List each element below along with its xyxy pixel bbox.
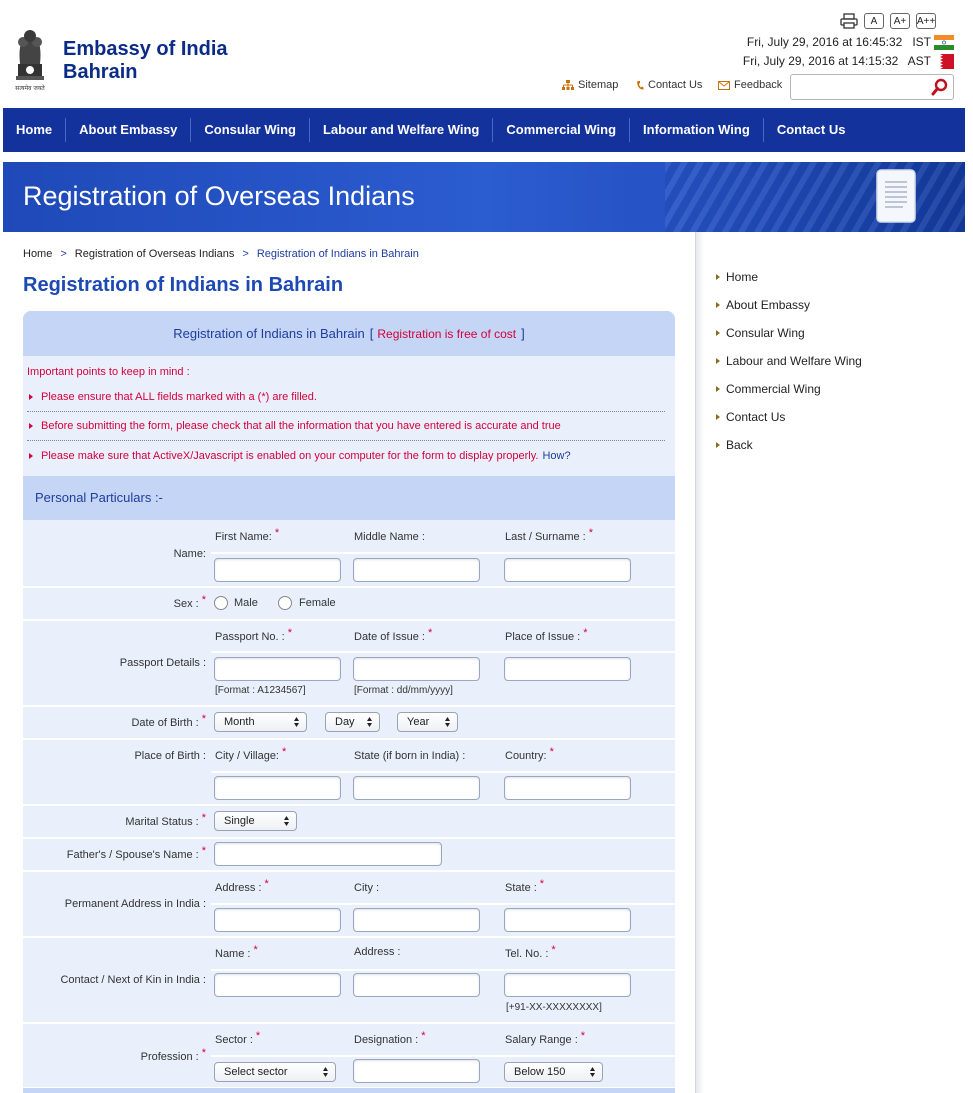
sidebar-item-label: Contact Us <box>726 410 786 424</box>
kin-name-label <box>215 944 258 960</box>
sitemap-label: Sitemap <box>578 79 619 91</box>
arrow-right-icon <box>716 274 720 280</box>
dob-label-text: Date of Birth : <box>131 717 199 729</box>
timezone-ast: AST <box>907 54 931 68</box>
required-star: * <box>282 746 287 758</box>
salary-range-select[interactable] <box>504 1062 603 1082</box>
arrow-right-icon <box>716 330 720 336</box>
date-format-hint: [Format : dd/mm/yyyy] <box>354 685 453 696</box>
note-item <box>27 412 665 441</box>
arrow-right-icon <box>716 358 720 364</box>
row-divider <box>211 651 675 653</box>
how-link[interactable]: How? <box>542 449 571 462</box>
first-name-label <box>215 527 280 543</box>
font-normal-button[interactable]: A <box>864 13 884 29</box>
passport-no-input[interactable] <box>214 657 341 681</box>
row-sex <box>23 588 675 621</box>
registration-form <box>23 311 675 1093</box>
sex-male-radio[interactable] <box>214 596 228 610</box>
form-header-bracket: ] <box>521 326 525 341</box>
select-arrows-icon <box>294 717 299 727</box>
sector-select[interactable] <box>214 1062 336 1082</box>
search-icon[interactable] <box>931 78 949 96</box>
required-star: * <box>427 627 433 639</box>
issue-place-input[interactable] <box>504 657 631 681</box>
salary-range-label <box>505 1030 586 1046</box>
sidebar-item-label: About Embassy <box>726 298 811 312</box>
sidebar-item-commercial-wing[interactable] <box>716 375 862 403</box>
kin-address-input[interactable] <box>353 973 480 997</box>
row-permanent-address <box>23 872 675 938</box>
select-arrows-icon <box>445 717 450 727</box>
row-divider <box>211 552 675 554</box>
pob-label: Place of Birth : <box>134 750 206 762</box>
dob-day-value: Day <box>335 716 355 728</box>
dob-label <box>131 713 206 729</box>
middle-name-input[interactable] <box>353 558 480 582</box>
sex-female-radio[interactable] <box>278 596 292 610</box>
first-name-input[interactable] <box>214 558 341 582</box>
sidebar-item-contact-us[interactable] <box>716 403 862 431</box>
phone-icon <box>636 80 644 91</box>
sidebar-item-label: Commercial Wing <box>726 382 821 396</box>
row-divider <box>211 903 675 905</box>
next-of-kin-label: Contact / Next of Kin in India : <box>60 974 206 986</box>
last-name-label-text: Last / Surname : <box>505 531 586 543</box>
sidebar-item-consular-wing[interactable] <box>716 319 862 347</box>
page-banner <box>3 162 965 232</box>
contact-link[interactable] <box>636 79 702 91</box>
arrow-right-icon <box>29 453 33 459</box>
last-name-label <box>505 527 593 543</box>
kin-address-label: Address : <box>354 946 401 958</box>
select-arrows-icon <box>323 1067 328 1077</box>
sidebar-item-label: Consular Wing <box>726 326 805 340</box>
kin-name-label-text: Name : <box>215 948 251 960</box>
passport-no-label <box>215 627 292 643</box>
passport-label: Passport Details : <box>119 657 206 669</box>
required-star: * <box>583 627 588 639</box>
free-of-cost-note: Registration is free of cost <box>377 326 517 341</box>
font-larger-button[interactable]: A+ <box>890 13 910 29</box>
salary-range-label-text: Salary Range : <box>505 1034 578 1046</box>
row-name <box>23 521 675 588</box>
sidebar-item-label: Labour and Welfare Wing <box>726 354 862 368</box>
sitemap-icon <box>562 80 574 91</box>
name-label: Name: <box>173 548 206 560</box>
required-star: * <box>549 746 554 758</box>
pob-city-label-text: City / Village: <box>215 750 279 762</box>
important-heading: Important points to keep in mind : <box>27 366 190 378</box>
sidebar-item-back[interactable] <box>716 431 862 459</box>
issue-date-label <box>354 627 433 643</box>
perm-city-input[interactable] <box>353 908 480 932</box>
required-star: * <box>421 1030 426 1042</box>
select-arrows-icon <box>367 717 372 727</box>
sitemap-link[interactable] <box>562 79 618 91</box>
tel-format-hint: [+91-XX-XXXXXXXX] <box>506 1002 602 1013</box>
feedback-label: Feedback <box>734 79 783 91</box>
perm-address-label <box>215 878 269 894</box>
nav-information-wing[interactable]: Information Wing <box>630 118 764 142</box>
kin-tel-input[interactable] <box>504 973 631 997</box>
arrow-right-icon <box>29 394 33 400</box>
contact-label: Contact Us <box>648 79 703 91</box>
designation-label <box>354 1030 426 1046</box>
banner-title: Registration of Overseas Indians <box>23 181 415 211</box>
dob-year-value: Year <box>407 716 430 728</box>
pob-city-label <box>215 746 287 762</box>
select-arrows-icon <box>284 816 289 826</box>
sidebar-item-home[interactable] <box>716 263 862 291</box>
feedback-link[interactable] <box>718 79 782 91</box>
nav-consular-wing[interactable]: Consular Wing <box>191 118 310 142</box>
perm-address-input[interactable] <box>214 908 341 932</box>
note-item <box>27 441 665 470</box>
sidebar-item-labour-welfare-wing[interactable] <box>716 347 862 375</box>
issue-place-label-text: Place of Issue : <box>505 631 581 643</box>
perm-state-label-text: State : <box>505 882 537 894</box>
arrow-right-icon <box>716 414 720 420</box>
datetime-ist <box>657 35 957 49</box>
required-star: * <box>580 1030 586 1042</box>
row-place-of-birth <box>23 740 675 806</box>
row-profession <box>23 1024 675 1089</box>
datetime-ist-value: Fri, July 29, 2016 at 16:45:32 <box>746 35 903 49</box>
note-text: Please make sure that ActiveX/Javascript is enabled on your computer for the form to display properly. <box>41 449 539 462</box>
sidebar-item-about-embassy[interactable] <box>716 291 862 319</box>
row-father-spouse <box>23 839 675 872</box>
ashoka-emblem-logo <box>10 24 50 94</box>
nav-labour-welfare-wing[interactable]: Labour and Welfare Wing <box>310 118 493 142</box>
father-spouse-label-text: Father's / Spouse's Name : <box>66 849 199 861</box>
dob-month-select[interactable] <box>214 712 307 732</box>
perm-state-label <box>505 878 545 894</box>
pob-city-input[interactable] <box>214 776 341 800</box>
required-star: * <box>201 845 206 857</box>
required-star: * <box>253 944 258 956</box>
sector-value: Select sector <box>224 1066 288 1078</box>
salary-range-value: Below 150 <box>514 1066 566 1078</box>
permanent-address-label: Permanent Address in India : <box>64 898 206 910</box>
breadcrumb-parent[interactable]: Registration of Overseas Indians <box>74 248 235 260</box>
pob-country-input[interactable] <box>504 776 631 800</box>
profession-label-text: Profession : <box>140 1051 199 1063</box>
perm-state-input[interactable] <box>504 908 631 932</box>
sector-label <box>215 1030 261 1046</box>
search-input[interactable] <box>790 74 954 100</box>
issue-date-label-text: Date of Issue : <box>354 631 425 643</box>
site-title[interactable] <box>63 38 228 84</box>
required-star: * <box>539 878 545 890</box>
pob-state-input[interactable] <box>353 776 480 800</box>
kin-tel-label <box>505 944 556 960</box>
dob-month-value: Month <box>224 716 255 728</box>
perm-city-label: City : <box>354 882 380 894</box>
row-divider <box>211 771 675 773</box>
father-spouse-label <box>66 845 206 861</box>
india-flag-icon <box>934 35 954 50</box>
banner-decoration <box>665 162 965 232</box>
required-star: * <box>255 1030 261 1042</box>
required-star: * <box>201 812 206 824</box>
select-arrows-icon <box>590 1067 595 1077</box>
breadcrumb-current: Registration of Indians in Bahrain <box>256 248 419 260</box>
first-name-label-text: First Name: <box>215 531 272 543</box>
timezone-ist: IST <box>912 35 931 49</box>
sex-male-label: Male <box>234 597 258 609</box>
sex-female-label: Female <box>299 597 336 609</box>
site-title-line2: Bahrain <box>63 61 138 83</box>
page-title: Registration of Indians in Bahrain <box>23 274 344 296</box>
sidebar-item-label: Back <box>726 438 753 452</box>
required-star: * <box>201 1047 206 1059</box>
document-icon <box>875 168 917 224</box>
passport-format-hint: [Format : A1234567] <box>215 685 306 696</box>
kin-tel-label-text: Tel. No. : <box>505 948 549 960</box>
breadcrumb-home[interactable]: Home <box>23 248 53 260</box>
row-divider <box>211 1055 675 1057</box>
perm-address-label-text: Address : <box>215 882 262 894</box>
pob-state-label: State (if born in India) : <box>354 750 466 762</box>
note-text: Before submitting the form, please check that all the information that you have entered is accurate and true <box>41 420 561 432</box>
required-star: * <box>588 527 593 539</box>
passport-no-label-text: Passport No. : <box>215 631 285 643</box>
accessibility-toolbar <box>840 13 936 29</box>
datetime-ast-value: Fri, July 29, 2016 at 14:15:32 <box>742 54 899 68</box>
marital-status-select[interactable] <box>214 811 297 831</box>
pob-country-label <box>505 746 554 762</box>
sidebar-menu <box>716 263 862 459</box>
breadcrumb-separator: > <box>242 248 249 260</box>
marital-label <box>125 812 206 828</box>
required-star: * <box>551 944 556 956</box>
font-largest-button[interactable]: A++ <box>916 13 936 29</box>
arrow-right-icon <box>716 386 720 392</box>
nav-contact-us[interactable]: Contact Us <box>776 122 846 137</box>
arrow-right-icon <box>716 442 720 448</box>
form-header <box>23 311 675 356</box>
row-divider <box>211 969 675 971</box>
section-footer-bar <box>23 1088 675 1093</box>
section-personal-particulars: Personal Particulars :- <box>23 476 675 520</box>
sector-label-text: Sector : <box>215 1034 253 1046</box>
sidebar-shadow <box>696 232 704 1093</box>
arrow-right-icon <box>716 302 720 308</box>
nav-about-embassy[interactable]: About Embassy <box>66 118 191 142</box>
row-marital-status <box>23 806 675 839</box>
required-star: * <box>287 627 292 639</box>
dob-year-select[interactable] <box>397 712 458 732</box>
pob-country-label-text: Country: <box>505 750 547 762</box>
breadcrumb <box>23 248 419 260</box>
required-star: * <box>264 878 269 890</box>
dob-day-select[interactable] <box>325 712 380 732</box>
envelope-icon <box>718 81 730 90</box>
required-star: * <box>274 527 280 539</box>
sex-label <box>173 594 206 610</box>
issue-place-label <box>505 627 588 643</box>
issue-date-input[interactable] <box>353 657 480 681</box>
nav-commercial-wing[interactable]: Commercial Wing <box>493 118 630 142</box>
arrow-right-icon <box>29 423 33 429</box>
main-navigation <box>3 108 965 152</box>
required-star: * <box>201 713 206 725</box>
row-passport <box>23 621 675 707</box>
form-header-bracket: [ <box>369 326 374 341</box>
breadcrumb-separator: > <box>60 248 67 260</box>
bahrain-flag-icon <box>934 54 954 69</box>
marital-status-value: Single <box>224 815 255 827</box>
nav-home[interactable]: Home <box>3 118 66 142</box>
marital-label-text: Marital Status : <box>125 816 199 828</box>
site-title-line1: Embassy of India <box>63 38 228 60</box>
designation-input[interactable] <box>353 1059 480 1083</box>
last-name-input[interactable] <box>504 558 631 582</box>
sidebar-item-label: Home <box>726 270 759 284</box>
form-header-title: Registration of Indians in Bahrain <box>173 326 365 341</box>
row-next-of-kin <box>23 938 675 1024</box>
row-dob <box>23 707 675 740</box>
father-spouse-input[interactable] <box>214 842 442 866</box>
profession-label <box>140 1047 206 1063</box>
middle-name-label: Middle Name : <box>354 531 425 543</box>
designation-label-text: Designation : <box>354 1034 419 1046</box>
required-star: * <box>201 594 206 606</box>
kin-name-input[interactable] <box>214 973 341 997</box>
sex-label-text: Sex : <box>173 598 199 610</box>
emblem-caption: सत्यमेव जयते <box>15 85 45 92</box>
note-text: Please ensure that ALL fields marked with a (*) are filled. <box>41 391 317 403</box>
datetime-ast <box>657 54 957 68</box>
print-icon[interactable] <box>840 13 858 29</box>
note-item <box>27 383 665 412</box>
